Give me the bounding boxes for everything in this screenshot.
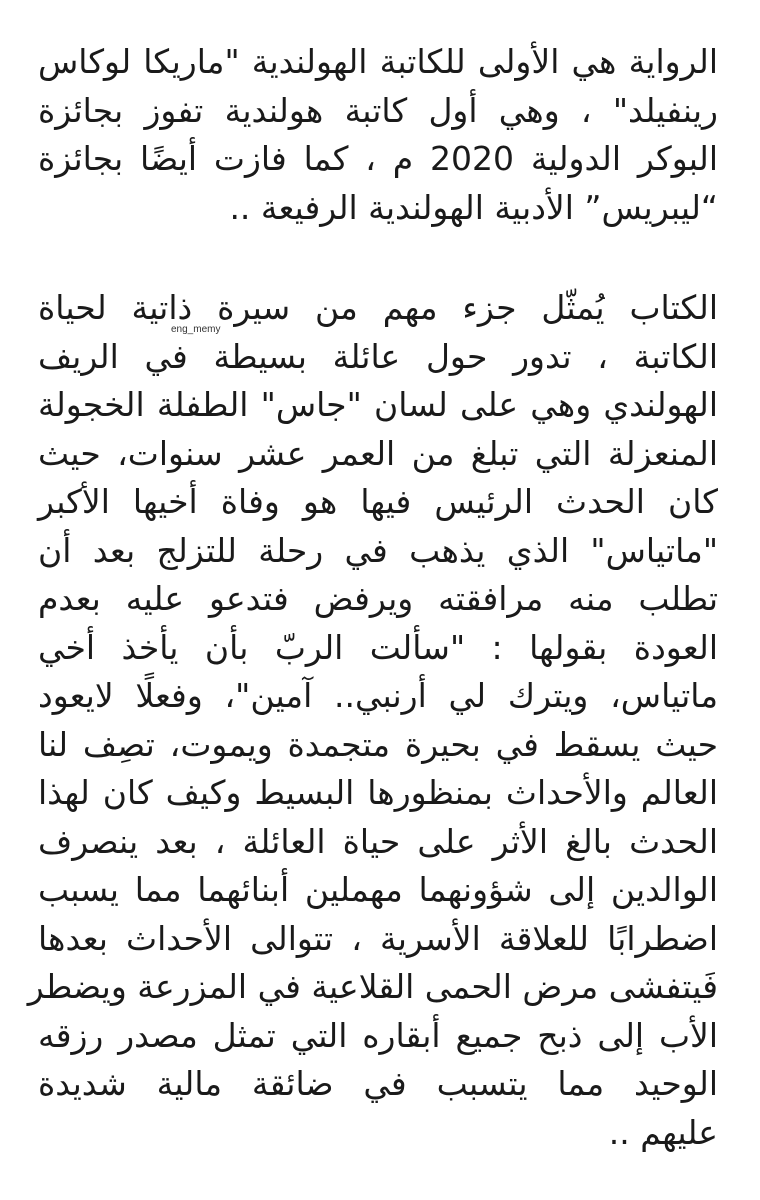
text-line: الكتاب يُمثّل جزء مهم من سيرة ذاتية لحياة <box>38 288 718 327</box>
watermark-text: eng_memy <box>171 324 221 335</box>
paragraph-intro <box>38 38 718 232</box>
text-line: المنعزلة التي تبلغ من العمر عشر سنوات، حيث <box>38 433 718 473</box>
text-line: الأب إلى ذبح جميع أبقاره التي تمثل مصدر رزقه <box>38 1015 718 1055</box>
paragraph-summary <box>27 284 718 1157</box>
text-line: فَيتفشى مرض الحمى القلاعية في المزرعة ويضطر <box>27 967 718 1006</box>
text-line: الوالدين إلى شؤونهما مهملين أبنائهما مما يسبب <box>38 870 718 909</box>
text-line: "ماتياس" الذي يذهب في رحلة للتزلج بعد أن <box>38 530 718 570</box>
text-line: عليهم .. <box>608 1112 718 1152</box>
text-line: الحدث بالغ الأثر على حياة العائلة ، بعد ينصرف <box>38 821 718 861</box>
text-line: ماتياس، ويترك لي أرنبي.. آمين"، وفعلًا لايعود <box>38 676 718 715</box>
text-line: البوكر الدولية 2020 م ، كما فازت أيضًا بجائزة <box>38 139 718 178</box>
text-line: الرواية هي الأولى للكاتبة الهولندية "ماريكا لوكاس <box>38 42 718 81</box>
text-line: العودة بقولها : "سألت الربّ بأن يأخذ أخي <box>38 627 718 667</box>
text-line: الكاتبة ، تدور حول عائلة بسيطة في الريف <box>38 336 718 376</box>
text-line: رينفيلد" ، وهي أول كاتبة هولندية تفوز بجائزة <box>38 90 718 130</box>
text-line: كان الحدث الرئيس فيها هو وفاة أخيها الأكبر <box>38 482 718 521</box>
text-line: “ليبريس” الأدبية الهولندية الرفيعة .. <box>229 187 718 227</box>
text-line: الوحيد مما يتسبب في ضائقة مالية شديدة <box>38 1064 718 1103</box>
text-line: اضطرابًا للعلاقة الأسرية ، تتوالى الأحداث بعدها <box>38 918 718 958</box>
text-line: حيث يسقط في بحيرة متجمدة ويموت، تصِف لنا <box>38 724 718 764</box>
text-line: الهولندي وهي على لسان "جاس" الطفلة الخجولة <box>38 385 718 424</box>
text-line: تطلب منه مرافقته ويرفض فتدعو عليه بعدم <box>38 579 718 618</box>
text-line: العالم والأحداث بمنظورها البسيط وكيف كان لهذا <box>38 773 718 812</box>
